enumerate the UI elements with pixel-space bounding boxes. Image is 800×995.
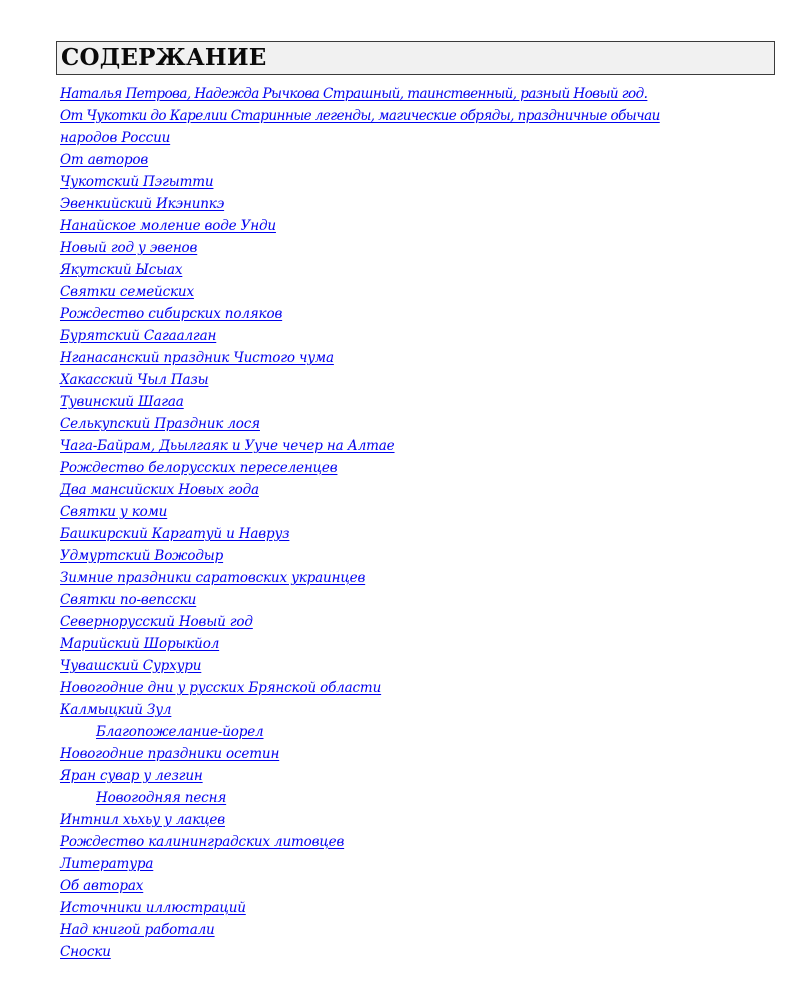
toc-link[interactable]: Эвенкийский Икэнипкэ	[60, 196, 225, 212]
toc-link[interactable]: Башкирский Каргатуй и Навруз	[60, 526, 290, 542]
toc-link[interactable]: Тувинский Шагаа	[60, 394, 184, 410]
toc-link[interactable]: Якутский Ысыах	[60, 262, 183, 278]
toc-link[interactable]: Святки по-вепсски	[60, 592, 197, 608]
toc-link[interactable]: Селькупский Праздник лося	[60, 416, 260, 432]
toc-link[interactable]: Яран сувар у лезгин	[60, 768, 203, 784]
toc-link-subtitle-continued[interactable]: народов России	[60, 130, 171, 146]
toc-link-subtitle[interactable]: От Чукотки до Карелии Старинные легенды, магические обряды, праздничные обычаи	[60, 108, 660, 124]
toc-link[interactable]: Калмыцкий Зул	[60, 702, 172, 718]
toc-link[interactable]: Интнил хьхьу у лакцев	[60, 812, 225, 828]
toc-link[interactable]: Новогодние дни у русских Брянской области	[60, 680, 382, 696]
toc-link-about-authors[interactable]: Об авторах	[60, 878, 144, 894]
toc-link[interactable]: Чувашский Сурхури	[60, 658, 202, 674]
toc-link[interactable]: Удмуртский Вожодыр	[60, 548, 224, 564]
toc-title: СОДЕРЖАНИЕ	[56, 41, 775, 75]
toc-sublink[interactable]: Благопожелание-йорел	[96, 724, 264, 740]
toc-link[interactable]: Нанайское моление воде Унди	[60, 218, 276, 234]
toc-link[interactable]: Новый год у эвенов	[60, 240, 198, 256]
toc-link-literature[interactable]: Литература	[60, 856, 154, 872]
toc-link[interactable]: Рождество сибирских поляков	[60, 306, 283, 322]
toc-link-from-authors[interactable]: От авторов	[60, 152, 149, 168]
toc-link[interactable]: Рождество калининградских литовцев	[60, 834, 345, 850]
toc-link[interactable]: Новогодние праздники осетин	[60, 746, 280, 762]
toc-link[interactable]: Зимние праздники саратовских украинцев	[60, 570, 366, 586]
toc-link-credits[interactable]: Над книгой работали	[60, 922, 215, 938]
toc-link[interactable]: Святки семейских	[60, 284, 194, 300]
toc-link[interactable]: Два мансийских Новых года	[60, 482, 259, 498]
toc-link[interactable]: Святки у коми	[60, 504, 168, 520]
toc-link[interactable]: Марийский Шорыкйол	[60, 636, 220, 652]
toc-link[interactable]: Севернорусский Новый год	[60, 614, 253, 630]
toc-link-illustration-sources[interactable]: Источники иллюстраций	[60, 900, 246, 916]
toc-link[interactable]: Рождество белорусских переселенцев	[60, 460, 338, 476]
toc-sublink[interactable]: Новогодняя песня	[96, 790, 227, 806]
toc-link[interactable]: Хакасский Чыл Пазы	[60, 372, 209, 388]
toc-link[interactable]: Чага-Байрам, Дьылгаяк и Ууче чечер на Алтае	[60, 438, 395, 454]
toc-link[interactable]: Бурятский Сагаалган	[60, 328, 217, 344]
toc-link[interactable]: Нганасанский праздник Чистого чума	[60, 350, 334, 366]
toc-link-footnotes[interactable]: Сноски	[60, 944, 111, 960]
toc-link-intro-title[interactable]: Наталья Петрова, Надежда Рычкова Страшный, таинственный, разный Новый год.	[60, 86, 648, 102]
toc-link[interactable]: Чукотский Пэгытти	[60, 174, 214, 190]
